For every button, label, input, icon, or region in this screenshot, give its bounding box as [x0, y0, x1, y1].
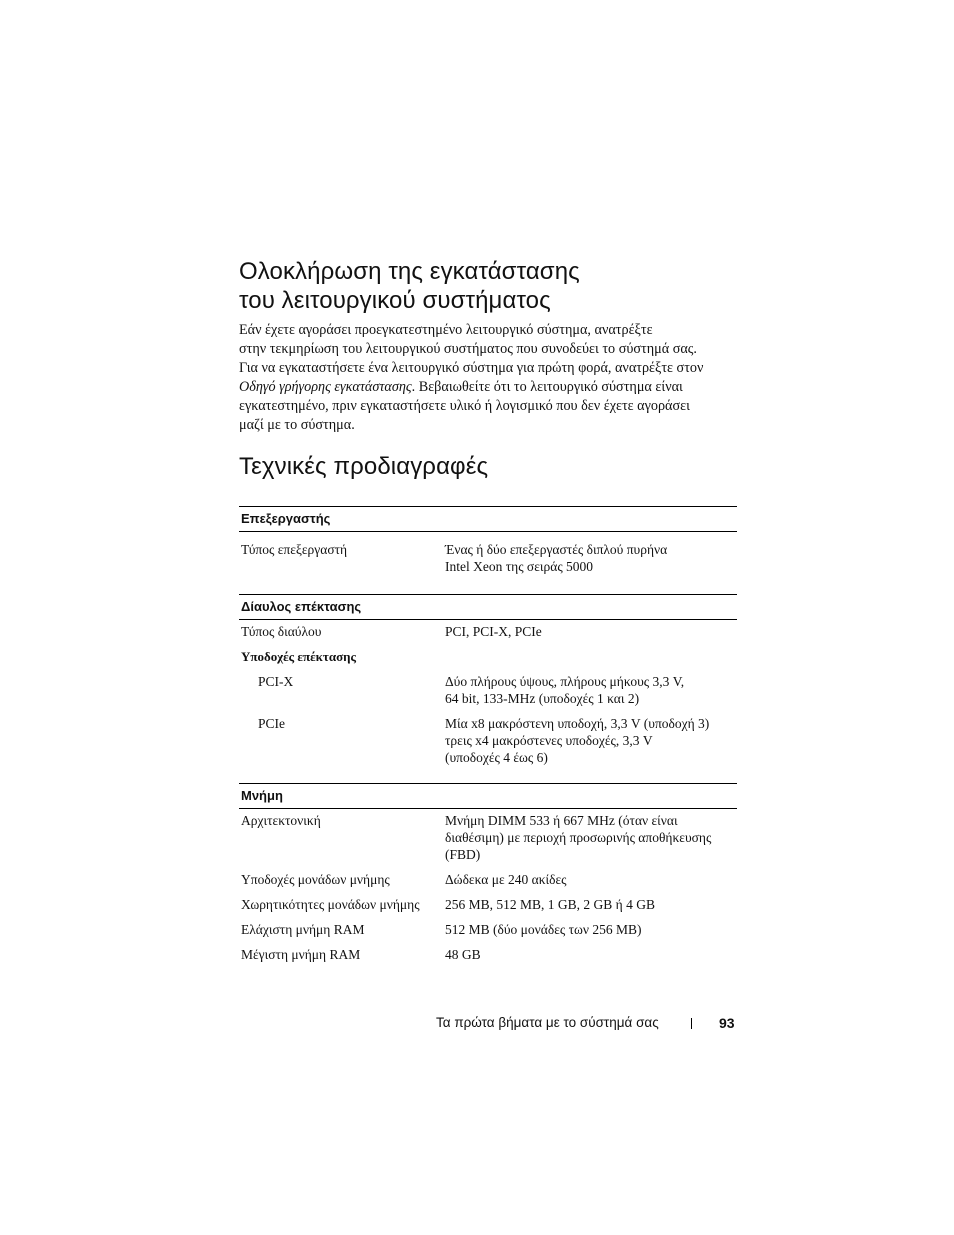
specs-table: [239, 506, 737, 963]
spec-label: Αρχιτεκτονική: [241, 813, 321, 828]
spec-row-architecture: [239, 812, 737, 863]
install-heading-line1: Ολοκλήρωση της εγκατάστασης: [239, 258, 580, 285]
spec-label: PCIe: [258, 716, 285, 731]
paragraph-line-3: Για να εγκαταστήσετε ένα λειτουργικό σύστημα για πρώτη φορά, ανατρέξτε στον: [239, 360, 704, 376]
paragraph-line-6: μαζί με το σύστημα.: [239, 417, 355, 433]
spec-value-line: Μνήμη DIMM 533 ή 667 MHz (όταν είναι: [445, 813, 678, 828]
paragraph-line-4: [239, 378, 739, 397]
spec-row-memory-capacities: [239, 896, 737, 913]
spec-value-line: Δύο πλήρους ύψους, πλήρους μήκους 3,3 V,: [445, 674, 685, 689]
footer-chapter-title: Τα πρώτα βήματα με το σύστημά σας: [436, 1015, 659, 1030]
paragraph-line-2: στην τεκμηρίωση του λειτουργικού συστήματος που συνοδεύει το σύστημά σας.: [239, 341, 697, 357]
spec-row-bus-type: [239, 623, 737, 640]
spec-row-min-ram: [239, 921, 737, 938]
processor-section-title: Επεξεργαστής: [241, 511, 331, 526]
specs-heading: Τεχνικές προδιαγραφές: [239, 453, 489, 480]
page-number: 93: [719, 1015, 735, 1031]
spec-row-memory-sockets: [239, 871, 737, 888]
spec-value: 512 MB (δύο μονάδες των 256 MB): [445, 922, 642, 937]
spec-value: 48 GB: [445, 947, 481, 962]
spec-label: Υποδοχές μονάδων μνήμης: [241, 872, 390, 887]
spec-value-line: (υποδοχές 4 έως 6): [445, 750, 548, 765]
section-rule: [239, 808, 737, 809]
spec-value-line: τρεις x4 μακρόστενες υποδοχές, 3,3 V: [445, 733, 653, 748]
spec-value: [445, 541, 737, 575]
paragraph-line-4-rest: . Βεβαιωθείτε ότι το λειτουργικό σύστημα είναι: [411, 379, 683, 395]
spec-value-line: Ένας ή δύο επεξεργαστές διπλού πυρήνα: [445, 542, 668, 557]
spec-row-expansion-slots: [239, 648, 737, 665]
spec-value: Δώδεκα με 240 ακίδες: [445, 872, 567, 887]
spec-value-line: Μία x8 μακρόστενη υποδοχή, 3,3 V (υποδοχή 3): [445, 716, 710, 731]
quick-install-guide-title: Οδηγό γρήγορης εγκατάστασης: [239, 379, 412, 395]
footer-separator: [691, 1018, 692, 1029]
spec-value-line: (FBD): [445, 847, 481, 862]
spec-value-line: 64 bit, 133-MHz (υποδοχές 1 και 2): [445, 691, 640, 706]
spec-value-line: διαθέσιμη) με περιοχή προσωρινής αποθήκευσης: [445, 830, 712, 845]
spec-value: [445, 673, 737, 707]
spec-label: Τύπος διαύλου: [241, 624, 322, 639]
install-heading-line2: του λειτουργικού συστήματος: [239, 287, 551, 314]
spec-row-pcie: [239, 715, 737, 766]
install-paragraph: [239, 321, 739, 435]
install-heading: [239, 257, 580, 315]
spec-label: PCI-X: [258, 674, 294, 689]
paragraph-line-1: Εάν έχετε αγοράσει προεγκατεστημένο λειτουργικό σύστημα, ανατρέξτε: [239, 322, 653, 338]
spec-row-max-ram: [239, 946, 737, 963]
spec-value-line: Intel Xeon της σειράς 5000: [445, 559, 594, 574]
spec-label: Χωρητικότητες μονάδων μνήμης: [241, 897, 420, 912]
section-rule: [239, 619, 737, 620]
expansion-bus-section-title: Δίαυλος επέκτασης: [241, 599, 362, 614]
spec-sublabel: Υποδοχές επέκτασης: [241, 649, 357, 664]
spec-row-pcix: [239, 673, 737, 707]
spec-value: 256 MB, 512 MB, 1 GB, 2 GB ή 4 GB: [445, 897, 655, 912]
paragraph-line-5: εγκατεστημένο, πριν εγκαταστήσετε υλικό ή λογισμικό που δεν έχετε αγοράσει: [239, 398, 690, 414]
section-rule: [239, 531, 737, 532]
spec-value: [445, 715, 737, 766]
page-footer: [436, 1014, 735, 1032]
spec-value: PCI, PCI-X, PCIe: [445, 624, 542, 639]
spec-label: Ελάχιστη μνήμη RAM: [241, 922, 365, 937]
spec-label: Μέγιστη μνήμη RAM: [241, 947, 361, 962]
spec-label: Τύπος επεξεργαστή: [241, 542, 348, 557]
spec-row-processor-type: [239, 541, 737, 575]
spec-value: [445, 812, 737, 863]
memory-section-title: Μνήμη: [241, 788, 283, 803]
